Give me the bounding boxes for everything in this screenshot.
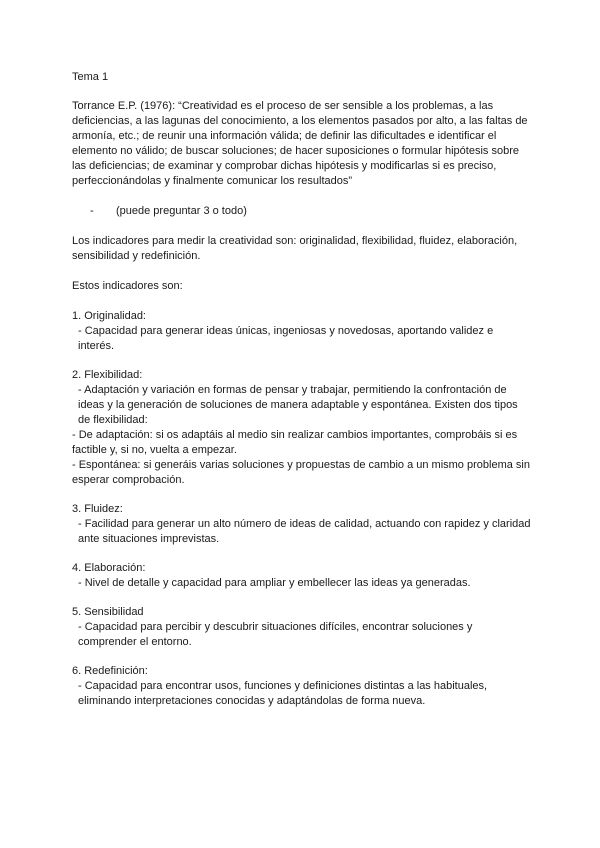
document-page [72, 70, 532, 723]
section-heading: 4. Elaboración: [72, 562, 146, 574]
section-line: - Capacidad para encontrar usos, funciones y definiciones distintas a las habituales, eliminando interpretaciones conocidas y adaptándolas de forma nueva. [78, 680, 488, 707]
indicators-intro: Los indicadores para medir la creatividad son: originalidad, flexibilidad, fluidez, elaboración, sensibilidad y redefinición. [72, 235, 518, 262]
section-redefinicion [72, 664, 532, 709]
torrance-quote: Torrance E.P. (1976): “Creatividad es el proceso de ser sensible a los problemas, a las deficiencias, a las lagunas del conocimiento, a los elementos pasados por alto, a las faltas de armonía, etc.; de reunir una información válida; de definir las dificultades e identificar el elemento no válido; de buscar soluciones; de hacer suposiciones o formular hipótesis sobre las deficiencias; de examinar y comprobar dichas hipótesis y modificarlas si es preciso, perfeccionándolas y finalmente comunicar los resultados” [72, 100, 528, 187]
section-line: - Espontánea: si generáis varias soluciones y propuestas de cambio a un mismo problema sin esperar comprobación. [72, 459, 530, 486]
section-line: - Capacidad para percibir y descubrir situaciones difíciles, encontrar soluciones y comprender el entorno. [78, 621, 473, 648]
section-elaboracion [72, 561, 532, 591]
section-heading: 6. Redefinición: [72, 665, 148, 677]
section-heading: 1. Originalidad: [72, 310, 146, 322]
document-title: Tema 1 [72, 71, 109, 83]
section-line: - Adaptación y variación en formas de pensar y trabajar, permitiendo la confrontación de ideas y la generación de soluciones de manera adaptable y espontánea. Existen dos tipos de flexibilidad: [78, 384, 518, 426]
section-line: - De adaptación: si os adaptáis al medio sin realizar cambios importantes, comprobáis si es factible y, si no, vuelta a empezar. [72, 429, 518, 456]
indicators-lead: Estos indicadores son: [72, 280, 183, 292]
section-originalidad [72, 309, 532, 354]
section-sensibilidad [72, 605, 532, 650]
section-line: - Capacidad para generar ideas únicas, ingeniosas y novedosas, aportando validez e interés. [78, 325, 494, 352]
section-line: - Facilidad para generar un alto número de ideas de calidad, actuando con rapidez y claridad ante situaciones imprevistas. [78, 518, 531, 545]
section-heading: 2. Flexibilidad: [72, 369, 143, 381]
section-heading: 3. Fluidez: [72, 503, 123, 515]
section-heading: 5. Sensibilidad [72, 606, 144, 618]
section-flexibilidad [72, 368, 532, 488]
section-fluidez [72, 502, 532, 547]
note-text: (puede preguntar 3 o todo) [116, 205, 247, 217]
note-bullet [72, 204, 532, 219]
bullet-mark: - [90, 205, 94, 217]
section-line: - Nivel de detalle y capacidad para ampliar y embellecer las ideas ya generadas. [78, 577, 471, 589]
